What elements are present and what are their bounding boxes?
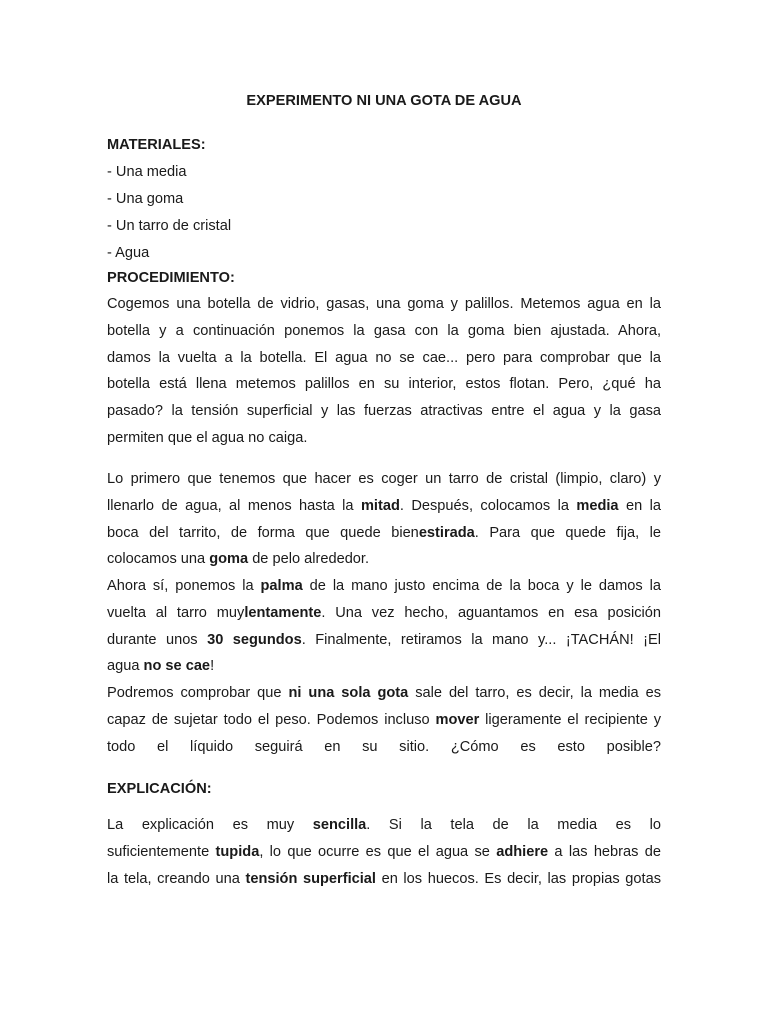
text-line: pasado? la tensión superficial y las fuerzas atractivas entre el agua y la gasa [107,403,661,420]
text-span: ! [210,658,215,675]
bold-term: goma [209,551,249,568]
text-span: . Finalmente, retiramos la mano y... ¡TACHÁN! ¡El [301,631,661,648]
text-span: de la mano justo encima de la boca y le damos la [302,578,661,594]
text-span: . Si la tela de la media es lo [366,817,661,833]
material-item-agua: - Agua [107,245,150,261]
explicacion-heading: EXPLICACIÓN: [107,781,212,797]
text-line [107,600,661,627]
bold-term: estirada [418,524,475,541]
explicacion-paragraph-1 [107,812,661,892]
procedimiento-paragraph-1 [107,291,661,452]
bold-term: no se cae [143,658,211,675]
text-line: Lo primero que tenemos que hacer es coger un tarro de cristal (limpio, claro) y [107,471,661,487]
bold-term: ni una sola gota [288,685,409,701]
text-span: a las hebras de [548,843,661,860]
materiales-heading: MATERIALES: [107,137,206,153]
text-span: en los huecos. Es decir, las propias gotas [375,870,661,887]
text-span: Ahora sí, ponemos la [107,578,261,594]
text-line [107,680,661,707]
text-line [107,627,661,654]
material-item-tarro: - Un tarro de cristal [107,218,232,234]
text-span: capaz de sujetar todo el peso. Podemos incluso [107,711,436,728]
text-line: botella está llena metemos palillos en su interior, estos flotan. Pero, ¿qué ha [107,376,661,393]
text-span: suficientemente [107,843,216,860]
text-line [107,546,661,573]
text-span: agua [107,658,144,675]
bold-term: mover [435,711,480,728]
text-span: en la [618,497,661,514]
text-line: Cogemos una botella de vidrio, gasas, una goma y palillos. Metemos agua en la [107,296,661,312]
text-span: de pelo alrededor. [248,551,370,568]
bold-term: mitad [360,497,400,514]
text-span: . Después, colocamos la [399,497,577,514]
bold-term: lentamente [244,604,322,621]
text-line: permiten que el agua no caiga. [107,429,308,446]
text-line [107,707,661,734]
text-line: botella y a continuación ponemos la gasa con la goma bien ajustada. Ahora, [107,322,661,339]
text-line: todo el líquido seguirá en su sitio. ¿Cómo es esto posible? [107,738,661,755]
text-line [107,839,661,866]
text-span: vuelta al tarro muy [107,604,245,621]
text-span: la tela, creando una [107,870,246,887]
bold-term: 30 segundos [207,631,302,648]
text-span: colocamos una [107,551,210,568]
text-line [107,653,661,680]
bold-term: media [576,497,619,514]
text-span: . Para que quede fija, le [474,524,662,541]
text-span: sale del tarro, es decir, la media es [408,685,662,701]
text-line [107,520,661,547]
text-line [107,493,661,520]
text-line [107,573,661,600]
bold-term: tupida [215,843,260,860]
bold-term: tensión superficial [245,870,376,887]
procedimiento-paragraph-2 [107,466,661,573]
procedimiento-paragraph-4 [107,680,661,760]
procedimiento-heading: PROCEDIMIENTO: [107,270,235,286]
text-span: ligeramente el recipiente y [479,711,661,728]
document-title: EXPERIMENTO NI UNA GOTA DE AGUA [246,93,522,109]
bold-term: adhiere [496,843,549,860]
text-line: damos la vuelta a la botella. El agua no se cae... pero para comprobar que la [107,349,661,366]
text-span: . Una vez hecho, aguantamos en esa posición [321,604,661,621]
material-item-media: - Una media [107,164,187,180]
text-span: La explicación es muy [107,817,313,833]
material-item-goma: - Una goma [107,191,184,207]
bold-term: sencilla [312,817,367,833]
text-line [107,812,661,839]
text-span: llenarlo de agua, al menos hasta la [107,497,361,514]
text-span: Podremos comprobar que [107,685,289,701]
text-line [107,866,661,893]
text-span: durante unos [107,631,208,648]
text-span: boca del tarrito, de forma que quede bien [107,524,419,541]
text-span: , lo que ocurre es que el agua se [259,843,497,860]
procedimiento-paragraph-3 [107,573,661,680]
bold-term: palma [260,578,303,594]
